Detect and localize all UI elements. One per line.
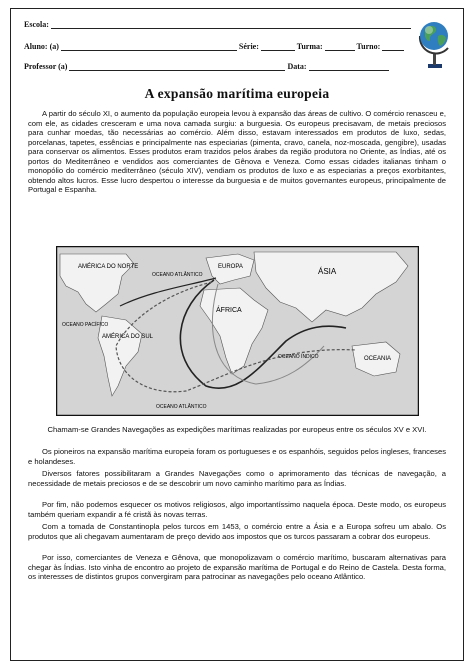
grade-label: Série: — [238, 42, 259, 51]
globe-icon — [414, 14, 454, 70]
school-label: Escola: — [24, 20, 49, 29]
student-field[interactable] — [61, 43, 237, 51]
navigation-routes-map — [56, 246, 419, 416]
class-field[interactable] — [325, 43, 355, 51]
label-asia: ÁSIA — [318, 267, 337, 276]
constantinople-paragraph: Com a tomada de Constantinopla pelos turcos em 1453, o comércio entre a Ásia e a Europa sofreu um abalo. Os produtos que ali chegavam aumentaram de preço devido aos impostos que os turcos passaram a cobrar dos europeus. — [28, 522, 446, 541]
label-africa: ÁFRICA — [216, 307, 242, 314]
merchants-paragraph: Por isso, comerciantes de Veneza e Gênova, que monopolizavam o comércio marítimo, buscaram alternativas para chegar às Índias. Isto vinha de encontro ao projeto de expansão marítima de Portugal e do Reino de Castela. Desta forma, os interesses de distintos grupos convergiram para patrocinar as navegações pelo oceano Atlântico. — [28, 553, 446, 582]
date-label: Data: — [287, 62, 307, 71]
label-oceania: OCEANIA — [364, 356, 392, 362]
teacher-label: Professor (a) — [24, 62, 68, 71]
religious-paragraph: Por fim, não podemos esquecer os motivos religiosos, algo importantíssimo naquela época. Deste modo, os europeus também queriam expandir a fé cristã às novas terras. — [28, 500, 446, 519]
label-south-america: AMÉRICA DO SUL — [102, 334, 154, 340]
pioneers-paragraph: Os pioneiros na expansão marítima europeia foram os portugueses e os espanhóis, seguidos pelos ingleses, franceses e holandeses. — [28, 447, 446, 466]
label-pacific: OCEANO PACÍFICO — [62, 322, 109, 328]
date-field[interactable] — [309, 63, 389, 71]
factors-paragraph: Diversos fatores possibilitaram a Grandes Navegações como o aprimoramento das técnicas de navegação, a necessidade de metais preciosos e de se descobrir um novo caminho marítimo para as Índias. — [28, 469, 446, 488]
label-indian: OCEANO ÍNDICO — [278, 354, 319, 360]
teacher-row — [24, 62, 389, 71]
grade-field[interactable] — [261, 43, 295, 51]
label-europe: EUROPA — [218, 264, 243, 270]
student-row — [24, 42, 404, 51]
shift-label: Turno: — [356, 42, 381, 51]
label-atlantic-south: OCEANO ATLÂNTICO — [156, 404, 207, 410]
student-label: Aluno: (a) — [24, 42, 59, 51]
teacher-field[interactable] — [69, 63, 285, 71]
school-field[interactable] — [24, 20, 411, 29]
intro-paragraph: A partir do século XI, o aumento da população europeia levou à expansão das áreas de cultivo. O comércio renasceu e, com ele, as cidades cresceram e uma nova camada surgiu: a burguesia. Os europeus precisavam, de metais preciosos para cunhar moedas, tão necessárias ao comércio. Além disso, estavam interessados em produtos de luxo, sedas, porcelanas, tapetes, essências e principalmente nas especiarias (pimenta, cravo, canela, noz-moscada, gengibre), usadas para conservar os alimentos. Esses produtos eram trazidos pelos árabes da região produtora no Oriente, as Índias, até os portos do Mediterrâneo e vendidos aos comerciantes de Gênova e Veneza. Como essas cidades italianas tinham o monopólio do comércio mediterrâneo (século XIV), vendiam os produtos de luxo e as especiarias a preços exorbitantes, obtendo altos lucros. Esse lucro despertou o interesse da burguesia e de muitos governantes europeus, principalmente de Portugal e Espanha. — [28, 109, 446, 195]
shift-field[interactable] — [382, 43, 404, 51]
page-title: A expansão marítima europeia — [144, 86, 330, 101]
grandes-navegacoes-definition: Chamam-se Grandes Navegações as expedições marítimas realizadas por europeus entre os séculos XV e XVI. — [47, 425, 427, 434]
label-atlantic-north: OCEANO ATLÂNTICO — [152, 272, 203, 278]
label-north-america: AMÉRICA DO NORTE — [78, 264, 139, 270]
class-label: Turma: — [296, 42, 323, 51]
